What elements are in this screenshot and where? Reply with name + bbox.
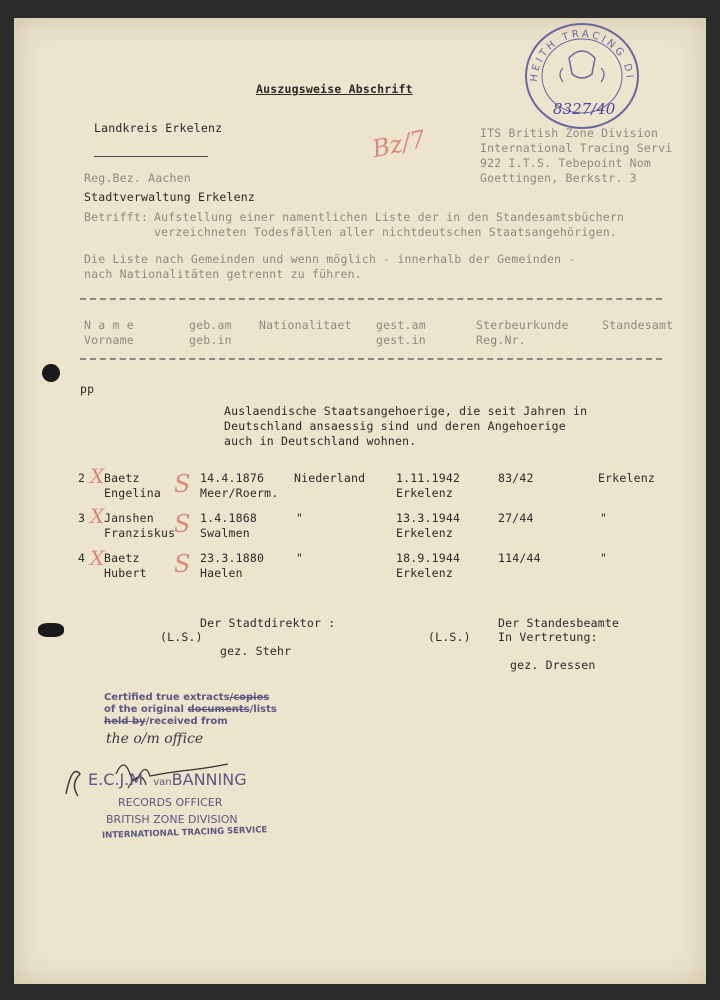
entry-death-date: 1.11.1942 [396, 471, 461, 485]
header-born-place: geb.in [189, 333, 232, 347]
check-mark: X [90, 546, 105, 570]
reg-bez: Reg.Bez. Aachen [84, 171, 191, 185]
document-page [14, 18, 706, 984]
svg-text:HEITH TRACING DIVISIO [519, 20, 635, 82]
intro-line-3: auch in Deutschland wohnen. [224, 434, 417, 448]
entry-registry-office: " [600, 551, 608, 565]
entry-registry-office: " [600, 511, 608, 525]
header-nationality: Nationalitaet [259, 318, 352, 332]
left-signatory-title: Der Stadtdirektor : [200, 616, 336, 630]
right-signatory-title-2: In Vertretung: [498, 630, 598, 644]
divider [94, 156, 208, 157]
header-forename: Vorname [84, 333, 134, 347]
entry-reg-number: 83/42 [498, 471, 534, 485]
entry-nationality: " [296, 511, 304, 525]
betrifft-line-2: verzeichneten Todesfällen aller nichtdeutschen Staatsangehörigen. [154, 225, 618, 239]
red-pencil-mark: Bz/7 [369, 124, 428, 164]
s-mark: S [174, 510, 191, 538]
entry-number: 2 [78, 471, 86, 485]
left-signatory-name: gez. Stehr [220, 644, 292, 658]
cert-line-1-text: Certified true extracts [104, 692, 230, 703]
left-seal-mark: (L.S.) [160, 630, 203, 644]
check-mark: X [90, 464, 105, 488]
entry-reg-number: 27/44 [498, 511, 534, 525]
right-signatory-title-1: Der Standesbeamte [498, 616, 620, 630]
its-line-4: Goettingen, Berkstr. 3 [480, 171, 637, 185]
ink-blot [38, 623, 64, 637]
entry-born-place: Meer/Roerm. [200, 486, 279, 500]
entry-surname: Janshen [104, 511, 154, 525]
ink-blot [42, 364, 60, 382]
header-reg-number: Reg.Nr. [476, 333, 526, 347]
entry-registry-office: Erkelenz [598, 471, 655, 485]
officer-name-surname: BANNING [171, 770, 247, 789]
header-death-date: gest.am [376, 318, 426, 332]
entry-born-date: 23.3.1880 [200, 551, 265, 565]
officer-name [88, 770, 247, 789]
its-line-3: 922 I.T.S. Tebepoint Nom [480, 156, 651, 170]
entry-forename: Hubert [104, 566, 147, 580]
entry-born-place: Haelen [200, 566, 243, 580]
its-line-1: ITS British Zone Division [480, 126, 659, 140]
s-mark: S [174, 550, 191, 578]
header-death-place: gest.in [376, 333, 426, 347]
officer-service: INTERNATIONAL TRACING SERVICE [101, 825, 268, 841]
header-name: N a m e [84, 318, 134, 332]
betrifft-line-1: Aufstellung einer namentlichen Liste der in den Standesamtsbüchern [154, 210, 625, 224]
intro-line-1: Auslaendische Staatsangehoerige, die seit Jahren in [224, 404, 588, 418]
entry-surname: Baetz [104, 551, 140, 565]
instruction-line-2: nach Nationalitäten getrennt zu führen. [84, 267, 362, 281]
officer-division: BRITISH ZONE DIVISION [106, 813, 238, 826]
header-registry-office: Standesamt [602, 318, 674, 332]
header-born-date: geb.am [189, 318, 232, 332]
cert-line-2 [104, 704, 277, 715]
entry-forename: Engelina [104, 486, 161, 500]
entry-born-date: 1.4.1868 [200, 511, 257, 525]
authority-name: Stadtverwaltung Erkelenz [84, 190, 255, 204]
entry-nationality: Niederland [294, 471, 366, 485]
entry-reg-number: 114/44 [498, 551, 541, 565]
header-dashed-line-bottom [80, 358, 662, 360]
its-line-2: International Tracing Servi [480, 141, 673, 155]
entry-surname: Baetz [104, 471, 140, 485]
entry-death-date: 18.9.1944 [396, 551, 461, 565]
officer-name-particle: van [153, 777, 172, 788]
officer-name-initials: E.C.J.M. [88, 770, 149, 789]
header-certificate: Sterbeurkunde [476, 318, 569, 332]
entry-forename: Franziskus [104, 526, 176, 540]
entry-death-date: 13.3.1944 [396, 511, 461, 525]
entry-death-place: Erkelenz [396, 526, 453, 540]
intro-line-2: Deutschland ansaessig sind und deren Angehoerige [224, 419, 566, 433]
entry-born-date: 14.4.1876 [200, 471, 265, 485]
entry-death-place: Erkelenz [396, 486, 453, 500]
district-name: Landkreis Erkelenz [94, 121, 223, 135]
cert-line-1-struck: /copies [229, 692, 270, 703]
betrifft-label: Betrifft: [84, 210, 149, 224]
header-dashed-line-top [80, 298, 662, 300]
cert-line-3-struck: held by [104, 716, 146, 727]
handwritten-office: the o/m office [106, 731, 204, 747]
cert-line-1 [104, 692, 269, 703]
entry-number: 4 [78, 551, 86, 565]
stamp-number: 8327/40 [553, 100, 616, 118]
document-title: Auszugsweise Abschrift [256, 82, 413, 96]
right-signatory-name: gez. Dressen [510, 658, 596, 672]
check-mark: X [90, 504, 105, 528]
cert-line-3-text: /received from [145, 716, 228, 727]
cert-line-2-text: of the original [104, 704, 188, 715]
instruction-line-1: Die Liste nach Gemeinden und wenn möglich - innerhalb der Gemeinden - [84, 252, 576, 266]
entry-number: 3 [78, 511, 86, 525]
its-seal-stamp [519, 20, 645, 132]
entry-born-place: Swalmen [200, 526, 250, 540]
pp-mark: pp [80, 382, 95, 396]
entry-nationality: " [296, 551, 304, 565]
cert-line-2-tail: /lists [249, 704, 277, 715]
stamp-ring-text: HEITH TRACING DI [528, 28, 636, 83]
entry-death-place: Erkelenz [396, 566, 453, 580]
officer-title: RECORDS OFFICER [118, 796, 223, 809]
right-seal-mark: (L.S.) [428, 630, 471, 644]
s-mark: S [174, 470, 191, 498]
cert-line-3 [104, 716, 228, 727]
cert-line-2-struck: documents [187, 704, 250, 715]
